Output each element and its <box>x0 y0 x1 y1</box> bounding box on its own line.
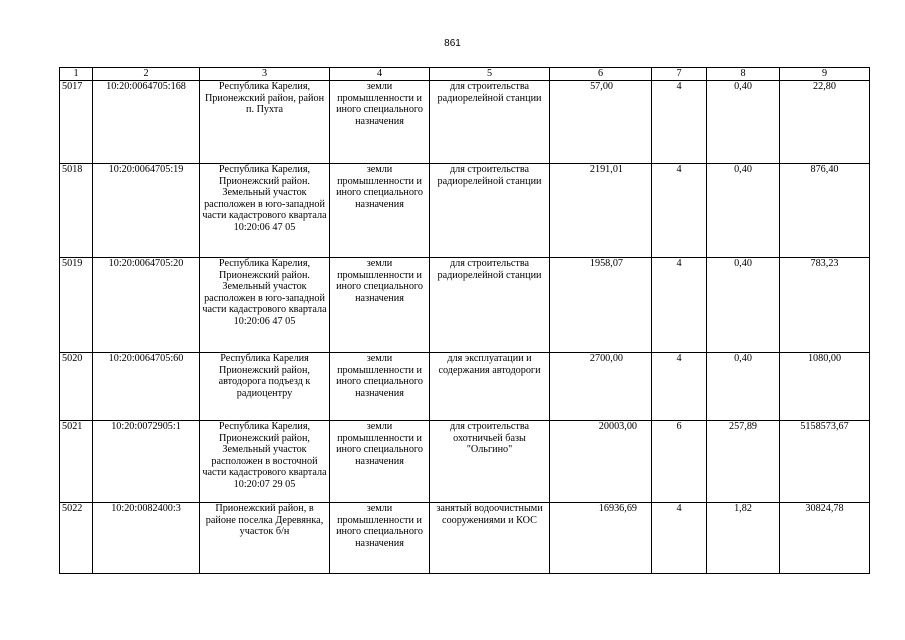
area-value: 16936,69 <box>550 503 652 574</box>
column-7-value: 4 <box>652 258 707 353</box>
cadastral-number: 10:20:0064705:19 <box>93 164 200 258</box>
column-header: 6 <box>550 68 652 81</box>
table-row <box>60 421 870 503</box>
permitted-use: для строительства радиорелейной станции <box>430 81 550 164</box>
table-row <box>60 258 870 353</box>
column-8-value: 0,40 <box>707 164 780 258</box>
column-8-value: 257,89 <box>707 421 780 503</box>
cadastral-number: 10:20:0064705:20 <box>93 258 200 353</box>
column-8-value: 1,82 <box>707 503 780 574</box>
column-8-value: 0,40 <box>707 81 780 164</box>
column-9-value: 22,80 <box>780 81 870 164</box>
column-7-value: 4 <box>652 164 707 258</box>
land-category: земли промышленности и иного специального назначения <box>330 81 430 164</box>
permitted-use: для эксплуатации и содержания автодороги <box>430 353 550 421</box>
table-row <box>60 164 870 258</box>
column-9-value: 1080,00 <box>780 353 870 421</box>
cadastral-number: 10:20:0082400:3 <box>93 503 200 574</box>
land-category: земли промышленности и иного специального назначения <box>330 164 430 258</box>
column-9-value: 876,40 <box>780 164 870 258</box>
land-category: земли промышленности и иного специального назначения <box>330 503 430 574</box>
row-number: 5022 <box>60 503 93 574</box>
area-value: 1958,07 <box>550 258 652 353</box>
column-header: 9 <box>780 68 870 81</box>
area-value: 20003,00 <box>550 421 652 503</box>
column-header: 1 <box>60 68 93 81</box>
table-row <box>60 503 870 574</box>
column-header: 3 <box>200 68 330 81</box>
row-number: 5019 <box>60 258 93 353</box>
address: Республика Карелия, Прионежский район, район п. Пухта <box>200 81 330 164</box>
address: Прионежский район, в районе поселка Деревянка, участок б/н <box>200 503 330 574</box>
column-header: 4 <box>330 68 430 81</box>
column-9-value: 5158573,67 <box>780 421 870 503</box>
column-header: 2 <box>93 68 200 81</box>
column-7-value: 4 <box>652 353 707 421</box>
cadastral-number: 10:20:0064705:60 <box>93 353 200 421</box>
table-row <box>60 81 870 164</box>
row-number: 5021 <box>60 421 93 503</box>
row-number: 5020 <box>60 353 93 421</box>
column-8-value: 0,40 <box>707 258 780 353</box>
column-8-value: 0,40 <box>707 353 780 421</box>
permitted-use: для строительства радиорелейной станции <box>430 164 550 258</box>
land-category: земли промышленности и иного специального назначения <box>330 421 430 503</box>
land-category: земли промышленности и иного специального назначения <box>330 353 430 421</box>
row-number: 5018 <box>60 164 93 258</box>
address: Республика Карелия, Прионежский район, Земельный участок расположен в восточной части кадастрового квартала 10:20:07 29 05 <box>200 421 330 503</box>
permitted-use: для строительства радиорелейной станции <box>430 258 550 353</box>
column-7-value: 6 <box>652 421 707 503</box>
column-9-value: 783,23 <box>780 258 870 353</box>
table-row <box>60 353 870 421</box>
cadastral-number: 10:20:0064705:168 <box>93 81 200 164</box>
header-row <box>60 68 870 81</box>
column-header: 5 <box>430 68 550 81</box>
column-7-value: 4 <box>652 503 707 574</box>
cadastral-number: 10:20:0072905:1 <box>93 421 200 503</box>
column-header: 8 <box>707 68 780 81</box>
column-9-value: 30824,78 <box>780 503 870 574</box>
land-category: земли промышленности и иного специального назначения <box>330 258 430 353</box>
area-value: 2191,01 <box>550 164 652 258</box>
land-registry-table <box>59 67 870 574</box>
area-value: 2700,00 <box>550 353 652 421</box>
permitted-use: для строительства охотничьей базы "Ольгино" <box>430 421 550 503</box>
row-number: 5017 <box>60 81 93 164</box>
column-header: 7 <box>652 68 707 81</box>
column-7-value: 4 <box>652 81 707 164</box>
permitted-use: занятый водоочистными сооружениями и КОС <box>430 503 550 574</box>
address: Республика Карелия, Прионежский район. Земельный участок расположен в юго-западной части кадастрового квартала 10:20:06 47 05 <box>200 258 330 353</box>
area-value: 57,00 <box>550 81 652 164</box>
page-number: 861 <box>444 38 461 49</box>
address: Республика Карелия Прионежский район, автодорога подъезд к радиоцентру <box>200 353 330 421</box>
address: Республика Карелия, Прионежский район. Земельный участок расположен в юго-западной части кадастрового квартала 10:20:06 47 05 <box>200 164 330 258</box>
